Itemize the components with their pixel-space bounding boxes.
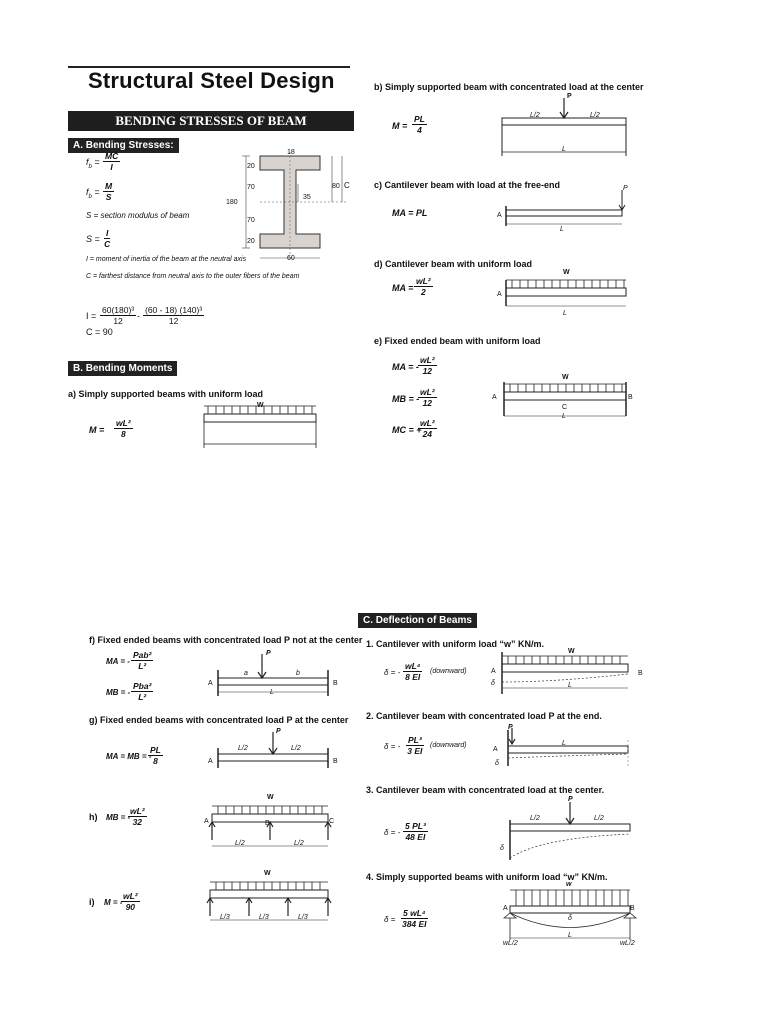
deflection-1-a-label: A bbox=[491, 668, 496, 675]
case-g-a-label: A bbox=[208, 758, 213, 765]
formula-s-frac: $\frac{I}{C}$ bbox=[104, 228, 111, 249]
deflection-4-lhs: δ = bbox=[384, 915, 396, 924]
case-f-ma-frac: Pab² L² bbox=[133, 650, 152, 671]
deflection-2-title: 2. Cantilever beam with concentrated load P at the end. bbox=[366, 711, 602, 721]
deflection-3-l2-left: L/2 bbox=[530, 815, 540, 822]
case-g-l2-left: L/2 bbox=[238, 745, 248, 752]
case-d-l-label: L bbox=[563, 310, 567, 317]
deflection-2-a-label: A bbox=[493, 746, 498, 753]
section-b-header: B. Bending Moments bbox=[68, 361, 177, 376]
case-h-beam-diagram bbox=[208, 800, 335, 856]
case-b-l2-left: L/2 bbox=[530, 112, 540, 119]
formula-s: S = bbox=[86, 234, 100, 244]
deflection-1-w-label: W bbox=[568, 648, 575, 655]
i-calc-lhs: I = bbox=[86, 311, 97, 321]
case-f-p-label: P bbox=[266, 650, 271, 657]
case-e-title: e) Fixed ended beam with uniform load bbox=[374, 336, 541, 346]
formula-fb-1: $f_b$ = bbox=[86, 157, 100, 170]
deflection-4-w-label: w bbox=[566, 881, 572, 888]
deflection-2-p-label: P bbox=[508, 724, 513, 731]
ibeam-dim-20-top: 20 bbox=[247, 163, 255, 170]
case-i-w-label: W bbox=[264, 870, 271, 877]
section-modulus-definition: S = section modulus of beam bbox=[86, 211, 190, 220]
case-g-beam-diagram bbox=[214, 728, 332, 772]
deflection-2-frac: $\frac{\text{PL³}}{3 EI}$ bbox=[407, 735, 423, 756]
case-a-formula-lhs: M = bbox=[89, 425, 105, 435]
document-title: Structural Steel Design bbox=[88, 68, 335, 93]
case-e-ma-lhs: MA = - bbox=[392, 362, 419, 372]
deflection-3-diagram bbox=[500, 798, 636, 864]
case-f-a-dim: a bbox=[244, 670, 248, 677]
formula-fb-1-frac: $\frac{MC}{I}$ bbox=[105, 151, 119, 172]
ibeam-dim-80: 80 bbox=[332, 183, 340, 190]
deflection-1-delta-label: δ bbox=[491, 680, 495, 687]
deflection-4-title: 4. Simply supported beams with uniform load “w” KN/m. bbox=[366, 872, 608, 882]
deflection-2-l-label: L bbox=[562, 740, 566, 747]
case-h-c-label: C bbox=[329, 818, 335, 825]
ibeam-dim-20-bottom: 20 bbox=[247, 238, 255, 245]
case-e-mc-lhs: MC = + bbox=[392, 425, 422, 435]
i-calc-frac-2: $\frac{\text{(60 - 18) (140)³}}{12}$ bbox=[145, 305, 203, 326]
case-d-a-label: A bbox=[497, 291, 502, 298]
section-banner: BENDING STRESSES OF BEAM bbox=[68, 111, 354, 131]
case-c-l-label: L bbox=[560, 226, 564, 233]
case-b-formula-lhs: M = bbox=[392, 121, 408, 131]
deflection-3-delta-label: δ bbox=[500, 845, 504, 852]
case-h-l2-left: L/2 bbox=[235, 840, 245, 847]
case-e-mb-frac: $\frac{\text{wL²}}{12}$ bbox=[420, 387, 435, 408]
ibeam-dim-180: 180 bbox=[226, 199, 238, 206]
deflection-1-diagram bbox=[496, 650, 636, 700]
case-a-formula-frac: $\frac{\text{wL²}}{8}$ bbox=[116, 418, 131, 439]
case-g-title: g) Fixed ended beams with concentrated load P at the center bbox=[89, 715, 349, 725]
case-g-l2-right: L/2 bbox=[291, 745, 301, 752]
case-g-b-label: B bbox=[333, 758, 338, 765]
title-rule bbox=[68, 66, 350, 68]
case-b-l-label: L bbox=[562, 146, 566, 153]
case-f-mb-lhs: MB = - bbox=[106, 688, 131, 697]
deflection-1-title: 1. Cantilever with uniform load “w” KN/m. bbox=[366, 639, 545, 649]
case-h-w-label: W bbox=[267, 794, 274, 801]
case-i-l3-1: L/3 bbox=[220, 914, 230, 921]
case-h-label: h) bbox=[89, 812, 98, 822]
case-b-formula-frac: $\frac{PL}{4}$ bbox=[414, 114, 425, 135]
case-h-formula-frac: $\frac{\text{wL²}}{32}$ bbox=[130, 806, 145, 827]
deflection-3-p-label: P bbox=[568, 796, 573, 803]
deflection-4-a-label: A bbox=[503, 905, 508, 912]
case-d-formula-lhs: MA = bbox=[392, 283, 414, 293]
case-e-c-label: C bbox=[562, 404, 568, 411]
deflection-3-frac: $\frac{\text{5 PL³}}{48 EI}$ bbox=[405, 821, 426, 842]
deflection-4-b-label: B bbox=[630, 905, 635, 912]
case-i-label: i) bbox=[89, 897, 95, 907]
ibeam-dim-60: 60 bbox=[287, 255, 295, 262]
case-h-l2-right: L/2 bbox=[294, 840, 304, 847]
formula-fb-2-frac: $\frac{M}{S}$ bbox=[105, 181, 113, 202]
deflection-4-reaction-left: wL/2 bbox=[503, 940, 518, 947]
formula-fb-2: $f_b$ = bbox=[86, 187, 100, 200]
moment-of-inertia-definition: I = moment of inertia of the beam at the neutral axis bbox=[86, 256, 247, 263]
case-c-formula: MA = PL bbox=[392, 208, 428, 218]
case-e-a-label: A bbox=[492, 394, 497, 401]
case-h-formula-lhs: MB = - bbox=[106, 813, 131, 822]
case-g-p-label: P bbox=[276, 728, 281, 735]
deflection-2-note: (downward) bbox=[430, 742, 467, 749]
case-a-beam-diagram bbox=[200, 404, 322, 452]
c-value: C = 90 bbox=[86, 327, 113, 337]
i-calc-minus: - bbox=[137, 311, 140, 321]
deflection-3-l2-right: L/2 bbox=[594, 815, 604, 822]
deflection-1-note: (downward) bbox=[430, 668, 467, 675]
section-c-header: C. Deflection of Beams bbox=[358, 613, 477, 628]
ibeam-dim-c: C bbox=[344, 181, 350, 190]
deflection-1-l-label: L bbox=[568, 682, 572, 689]
deflection-3-title: 3. Cantilever beam with concentrated load at the center. bbox=[366, 785, 605, 795]
case-i-l3-2: L/3 bbox=[259, 914, 269, 921]
deflection-2-delta-label: δ bbox=[495, 760, 499, 767]
case-b-l2-right: L/2 bbox=[590, 112, 600, 119]
i-calc-frac-1: $\frac{\text{60(180)³}}{12}$ bbox=[102, 305, 135, 326]
case-c-title: c) Cantilever beam with load at the free-end bbox=[374, 180, 561, 190]
case-a-w-label: W bbox=[257, 402, 264, 409]
case-d-w-label: W bbox=[563, 269, 570, 276]
deflection-1-lhs: δ = - bbox=[384, 668, 401, 677]
case-h-a-label: A bbox=[204, 818, 209, 825]
case-f-title: f) Fixed ended beams with concentrated load P not at the center bbox=[89, 635, 363, 645]
case-f-ma-lhs: MA = - bbox=[106, 657, 130, 666]
case-b-p-label: P bbox=[567, 93, 572, 100]
case-f-mb-frac: Pba² L² bbox=[133, 681, 152, 702]
case-a-title: a) Simply supported beams with uniform load bbox=[68, 389, 264, 399]
case-d-formula-frac: $\frac{\text{wL²}}{2}$ bbox=[416, 276, 431, 297]
case-f-l-label: L bbox=[270, 689, 274, 696]
case-h-b-label: B bbox=[265, 820, 270, 827]
case-b-title: b) Simply supported beam with concentrated load at the center bbox=[374, 82, 644, 92]
deflection-1-frac: $\frac{\text{wL⁴}}{8 EI}$ bbox=[405, 661, 421, 682]
case-f-b-label: B bbox=[333, 680, 338, 687]
deflection-2-diagram bbox=[498, 726, 636, 772]
deflection-4-delta-label: δ bbox=[568, 915, 572, 922]
case-c-p-label: P bbox=[623, 185, 628, 192]
ibeam-dim-18: 18 bbox=[287, 149, 295, 156]
ibeam-dim-70-bottom: 70 bbox=[247, 217, 255, 224]
case-i-formula-frac: $\frac{\text{wL²}}{90}$ bbox=[123, 891, 138, 912]
case-d-title: d) Cantilever beam with uniform load bbox=[374, 259, 533, 269]
case-e-b-label: B bbox=[628, 394, 633, 401]
section-a-header: A. Bending Stresses: bbox=[68, 138, 179, 153]
case-e-w-label: W bbox=[562, 374, 569, 381]
case-i-formula-lhs: M = - bbox=[104, 898, 123, 907]
case-g-formula-lhs: MA = MB = - bbox=[106, 752, 152, 761]
case-e-ma-frac: $\frac{\text{wL²}}{12}$ bbox=[420, 355, 435, 376]
case-f-b-dim: b bbox=[296, 670, 300, 677]
ibeam-dim-70-top: 70 bbox=[247, 184, 255, 191]
ibeam-dim-35: 35 bbox=[303, 194, 311, 201]
deflection-4-reaction-right: wL/2 bbox=[620, 940, 635, 947]
case-f-a-label: A bbox=[208, 680, 213, 687]
c-definition: C = farthest distance from neutral axis to the outer fibers of the beam bbox=[86, 273, 300, 280]
case-e-mb-lhs: MB = - bbox=[392, 394, 420, 404]
deflection-4-l-label: L bbox=[568, 932, 572, 939]
case-e-l-label: L bbox=[562, 413, 566, 420]
case-c-beam-diagram bbox=[500, 186, 634, 232]
deflection-1-b-label: B bbox=[638, 670, 643, 677]
case-c-a-label: A bbox=[497, 212, 502, 219]
deflection-2-lhs: δ = - bbox=[384, 742, 401, 751]
case-g-formula-frac: $\frac{PL}{8}$ bbox=[150, 745, 161, 766]
deflection-3-lhs: δ = - bbox=[384, 828, 401, 837]
case-e-mc-frac: $\frac{\text{wL²}}{24}$ bbox=[420, 418, 435, 439]
case-i-l3-3: L/3 bbox=[298, 914, 308, 921]
deflection-4-frac: $\frac{\text{5 wL⁴}}{384 EI}$ bbox=[401, 908, 427, 929]
